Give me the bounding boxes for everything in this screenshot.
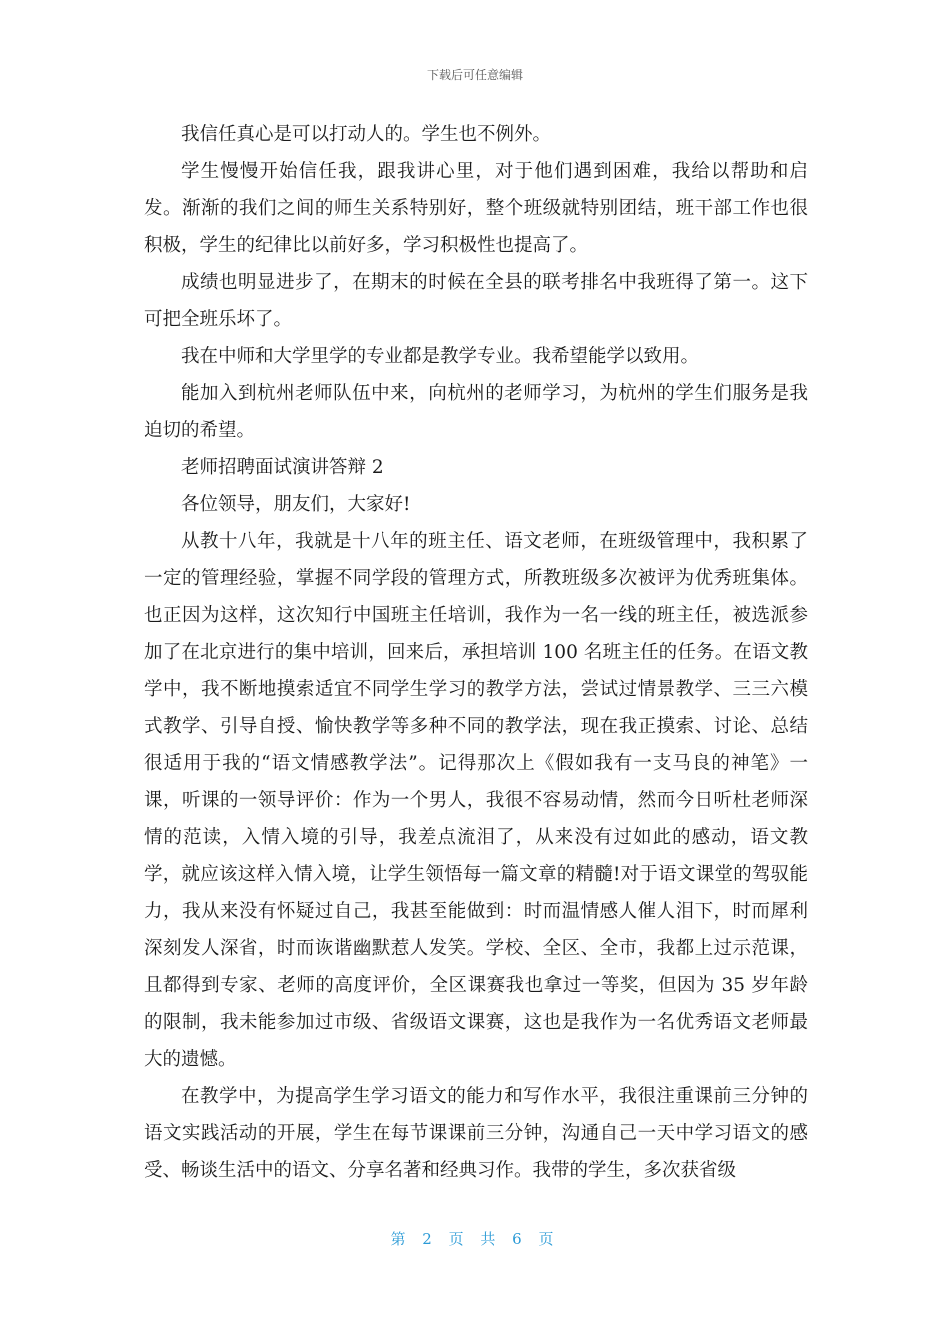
section-title: 老师招聘面试演讲答辩 2	[181, 457, 384, 478]
paragraph: 成绩也明显进步了，在期末的时候在全县的联考排名中我班得了第一。这下可把全班乐坏了。	[144, 272, 808, 330]
paragraph: 在教学中，为提高学生学习语文的能力和写作水平，我很注重课前三分钟的语文实践活动的开展，学生在每节课课前三分钟，沟通自己一天中学习语文的感受、畅谈生活中的语文、分享名著和经典习作。我带的学生，多次获省级	[144, 1086, 808, 1181]
page-footer-page-number: 第 2 页 共 6 页	[390, 1230, 560, 1248]
document-body	[144, 116, 808, 1189]
paragraph: 我在中师和大学里学的专业都是教学专业。我希望能学以致用。	[181, 346, 700, 367]
paragraph: 从教十八年，我就是十八年的班主任、语文老师，在班级管理中，我积累了一定的管理经验，掌握不同学段的管理方式，所教班级多次被评为优秀班集体。也正因为这样，这次知行中国班主任培训，我作为一名一线的班主任，被选派参加了在北京进行的集中培训，回来后，承担培训 100 名班主任的任务。在语文教学中，我不断地摸索适宜不同学生学习的教学方法，尝试过情景教学、三三六模式教学、引导自授、愉快教学等多种不同的教学法，现在我正摸索、讨论、总结很适用于我的“语文情感教学法”。记得那次上《假如我有一支马良的神笔》一课，听课的一领导评价：作为一个男人，我很不容易动情，然而今日听杜老师深情的范读，入情入境的引导，我差点流泪了，从来没有过如此的感动，语文教学，就应该这样入情入境，让学生领悟每一篇文章的精髓!对于语文课堂的驾驭能力，我从来没有怀疑过自己，我甚至能做到：时而温情感人催人泪下，时而犀利深刻发人深省，时而诙谐幽默惹人发笑。学校、全区、全市，我都上过示范课，且都得到专家、老师的高度评价，全区课赛我也拿过一等奖，但因为 35 岁年龄的限制，我未能参加过市级、省级语文课赛，这也是我作为一名优秀语文老师最大的遗憾。	[144, 531, 809, 1070]
paragraph: 学生慢慢开始信任我，跟我讲心里，对于他们遇到困难，我给以帮助和启发。渐渐的我们之间的师生关系特别好，整个班级就特别团结，班干部工作也很积极，学生的纪律比以前好多，学习积极性也提高了。	[144, 161, 808, 256]
paragraph: 我信任真心是可以打动人的。学生也不例外。	[181, 124, 552, 145]
greeting: 各位领导，朋友们，大家好!	[181, 494, 411, 515]
page-header: 下载后可任意编辑	[426, 68, 523, 82]
paragraph: 能加入到杭州老师队伍中来，向杭州的老师学习，为杭州的学生们服务是我迫切的希望。	[144, 383, 808, 441]
